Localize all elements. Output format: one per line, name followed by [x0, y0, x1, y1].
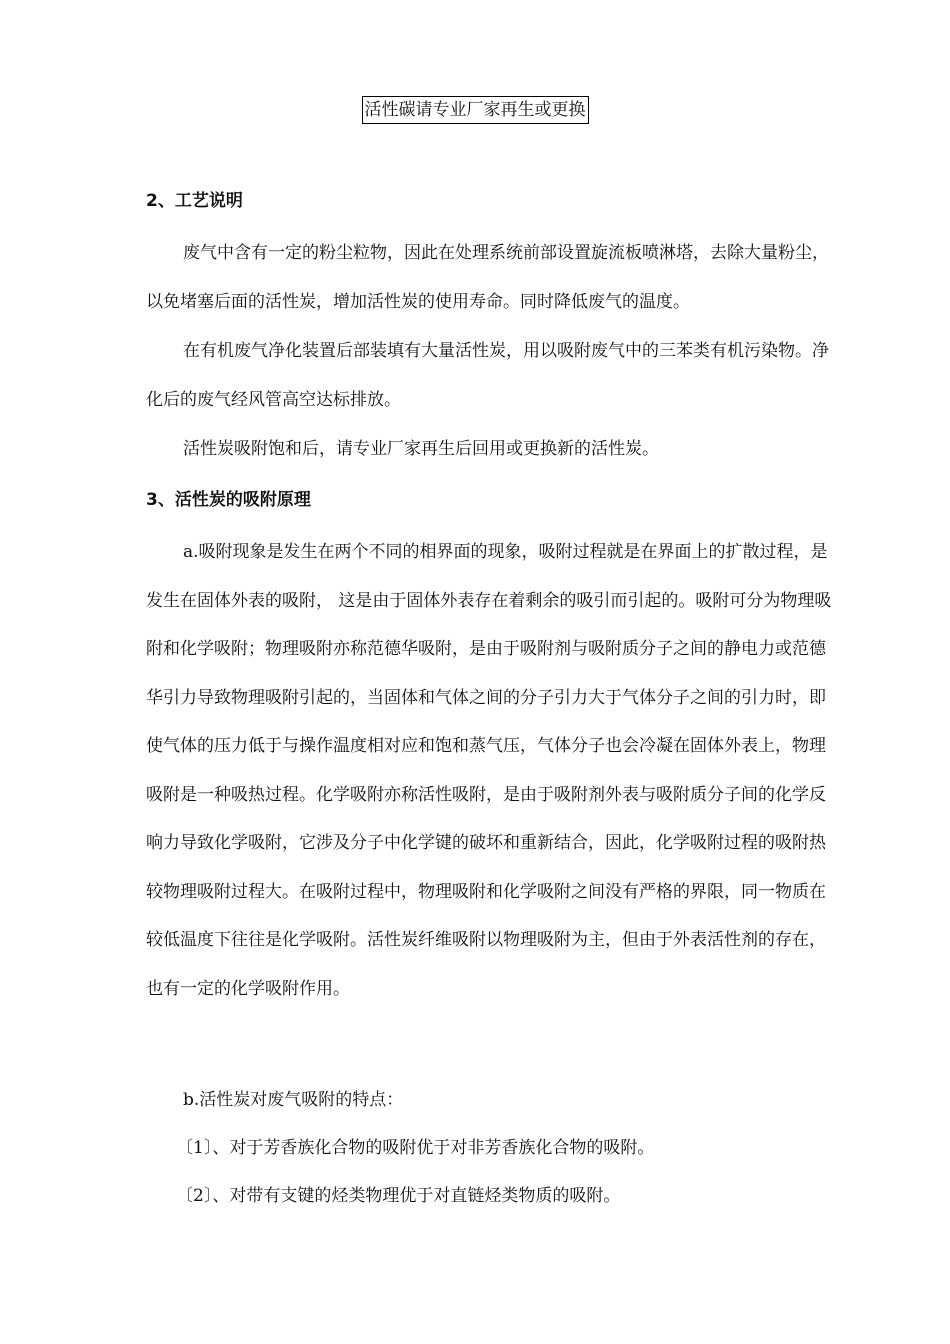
boxed-note-text: 活性碳请专业厂家再生或更换	[362, 96, 589, 124]
section-3-heading: 3、活性炭的吸附原理	[146, 490, 311, 510]
section-2-heading: 2、工艺说明	[146, 191, 243, 211]
section-3-paragraph-b: b.活性炭对废气吸附的特点：	[183, 1090, 404, 1110]
section-2-paragraph-2: 在有机废气净化装置后部装填有大量活性炭，用以吸附废气中的三苯类有机污染物。净化后的废气经风管高空达标排放。	[146, 341, 829, 410]
section-2-paragraph-3: 活性炭吸附饱和后，请专业厂家再生后回用或更换新的活性炭。	[183, 439, 659, 459]
list-item-1: 〔1〕、对于芳香族化合物的吸附优于对非芳香族化合物的吸附。	[176, 1138, 655, 1158]
list-item-2: 〔2〕、对带有支键的烃类物理优于对直链烃类物质的吸附。	[176, 1186, 621, 1206]
section-3-paragraph-a: a.吸附现象是发生在两个不同的相界面的现象，吸附过程就是在界面上的扩散过程，是发生在固体外表的吸附， 这是由于固体外表存在着剩余的吸引而引起的。吸附可分为物理吸附和化学吸附；物理吸附亦称范德华吸附，是由于吸附剂与吸附质分子之间的静电力或范德华引力导致物理吸附引起的，当固体和气体之间的分子引力大于气体分子之间的引力时，即使气体的压力低于与操作温度相对应和饱和蒸气压，气体分子也会冷凝在固体外表上，物理吸附是一种吸热过程。化学吸附亦称活性吸附，是由于吸附剂外表与吸附质分子间的化学反响力导致化学吸附，它涉及分子中化学键的破坏和重新结合，因此，化学吸附过程的吸附热较物理吸附过程大。在吸附过程中，物理吸附和化学吸附之间没有严格的界限，同一物质在较低温度下往往是化学吸附。活性炭纤维吸附以物理吸附为主，但由于外表活性剂的存在，也有一定的化学吸附作用。	[146, 542, 832, 999]
boxed-note	[0, 96, 950, 124]
section-2-paragraph-1: 废气中含有一定的粉尘粒物，因此在处理系统前部设置旋流板喷淋塔，去除大量粉尘，以免堵塞后面的活性炭，增加活性炭的使用寿命。同时降低废气的温度。	[146, 243, 829, 312]
